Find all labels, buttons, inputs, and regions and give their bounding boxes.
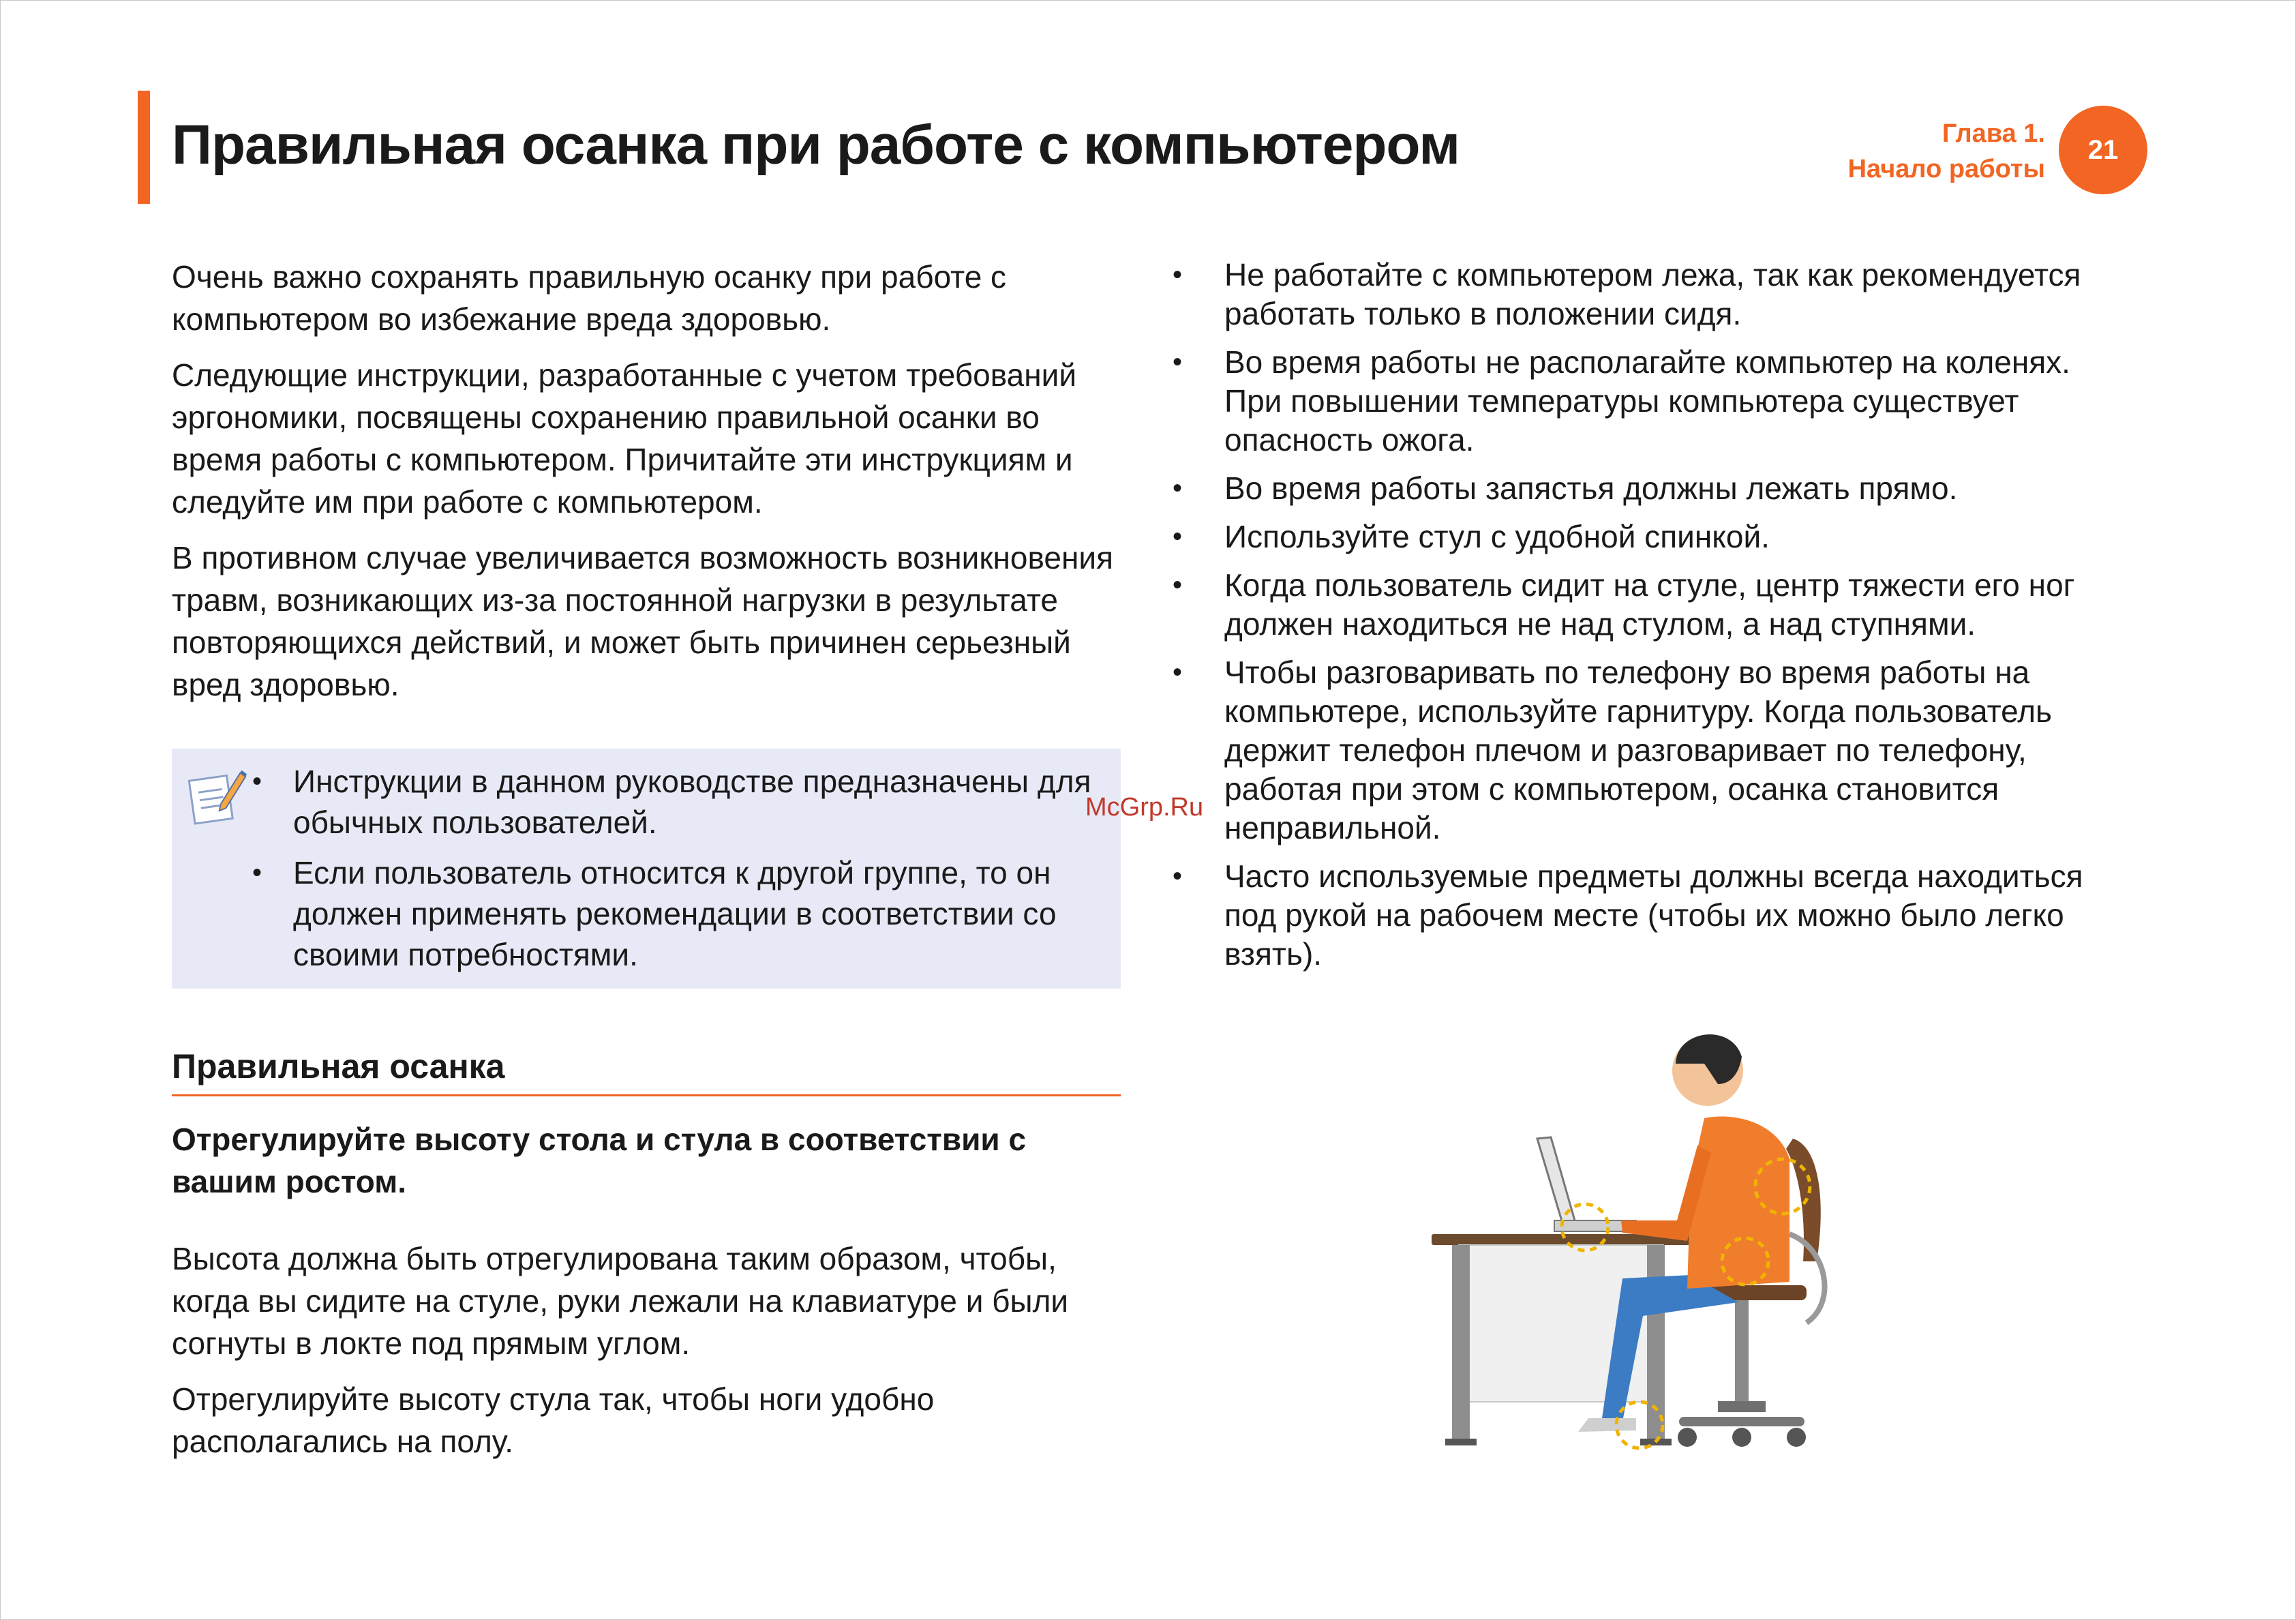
list-item: • Во время работы не располагайте компьютер на коленях. При повышении температуры компьютера существует опасность ожога. xyxy=(1173,343,2127,460)
posture-illustration xyxy=(1418,1016,1868,1480)
person-torso xyxy=(1687,1117,1789,1289)
desk-leg-right xyxy=(1647,1245,1665,1443)
posture-section xyxy=(172,1238,1121,1476)
chapter-name: Начало работы xyxy=(1847,155,2045,183)
intro-section xyxy=(172,256,1119,719)
page-number-badge: 21 xyxy=(2059,106,2147,194)
list-item: • Во время работы запястья должны лежать прямо. xyxy=(1173,469,2127,508)
note-item: • Инструкции в данном руководстве предназначены для обычных пользователей. xyxy=(252,761,1100,843)
page-title: Правильная осанка при работе с компьютером xyxy=(172,114,1460,176)
note-pencil-icon xyxy=(183,764,248,829)
posture-paragraph: Высота должна быть отрегулирована таким образом, чтобы, когда вы сидите на стуле, руки лежали на клавиатуре и были согнуты в локте под прямым углом. xyxy=(172,1241,1069,1361)
note-list xyxy=(252,761,1100,985)
list-item: • Чтобы разговаривать по телефону во время работы на компьютере, используйте гарнитуру. Когда пользователь держит телефон плечом и разговаривает по телефону, работая при этом с компьютером, осанка становится неправильной. xyxy=(1173,653,2127,847)
posture-paragraph: Отрегулируйте высоту стула так, чтобы ноги удобно располагались на полу. xyxy=(172,1381,935,1459)
watermark: McGrp.Ru xyxy=(1085,793,1204,822)
list-item: • Часто используемые предметы должны всегда находиться под рукой на рабочем месте (чтобы их можно было легко взять). xyxy=(1173,857,2127,974)
person-shoe xyxy=(1578,1418,1636,1432)
section-lead: Отрегулируйте высоту стола и стула в соответствии с вашим ростом. xyxy=(172,1122,1027,1199)
recommendations-section xyxy=(1173,256,2127,983)
note-item: • Если пользователь относится к другой группе, то он должен применять рекомендации в соответствии со своими потребностями. xyxy=(252,852,1100,975)
intro-paragraph: Очень важно сохранять правильную осанку при работе с компьютером во избежание вреда здоровью. xyxy=(172,259,1007,337)
person-legs xyxy=(1602,1275,1738,1422)
note-box xyxy=(172,749,1121,989)
title-accent-bar xyxy=(138,91,150,204)
section-heading: Правильная осанка xyxy=(172,1047,1121,1096)
chapter-label xyxy=(1848,116,2045,187)
desk-leg-left xyxy=(1452,1245,1470,1443)
list-item: • Когда пользователь сидит на стуле, центр тяжести его ног должен находиться не над стулом, а над ступнями. xyxy=(1173,566,2127,644)
list-item: • Используйте стул с удобной спинкой. xyxy=(1173,518,2127,556)
list-item: • Не работайте с компьютером лежа, так как рекомендуется работать только в положении сидя. xyxy=(1173,256,2127,333)
chapter-number: Глава 1. xyxy=(1942,119,2045,148)
intro-paragraph: В противном случае увеличивается возможность возникновения травм, возникающих из-за постоянной нагрузки в результате повторяющихся действий, и может быть причинен серьезный вред здоровью. xyxy=(172,540,1113,702)
intro-paragraph: Следующие инструкции, разработанные с учетом требований эргономики, посвящены сохранению правильной осанки во время работы с компьютером. Причитайте эти инструкциям и следуйте им при работе с компьютером. xyxy=(172,357,1077,520)
recommendations-list xyxy=(1173,256,2127,974)
